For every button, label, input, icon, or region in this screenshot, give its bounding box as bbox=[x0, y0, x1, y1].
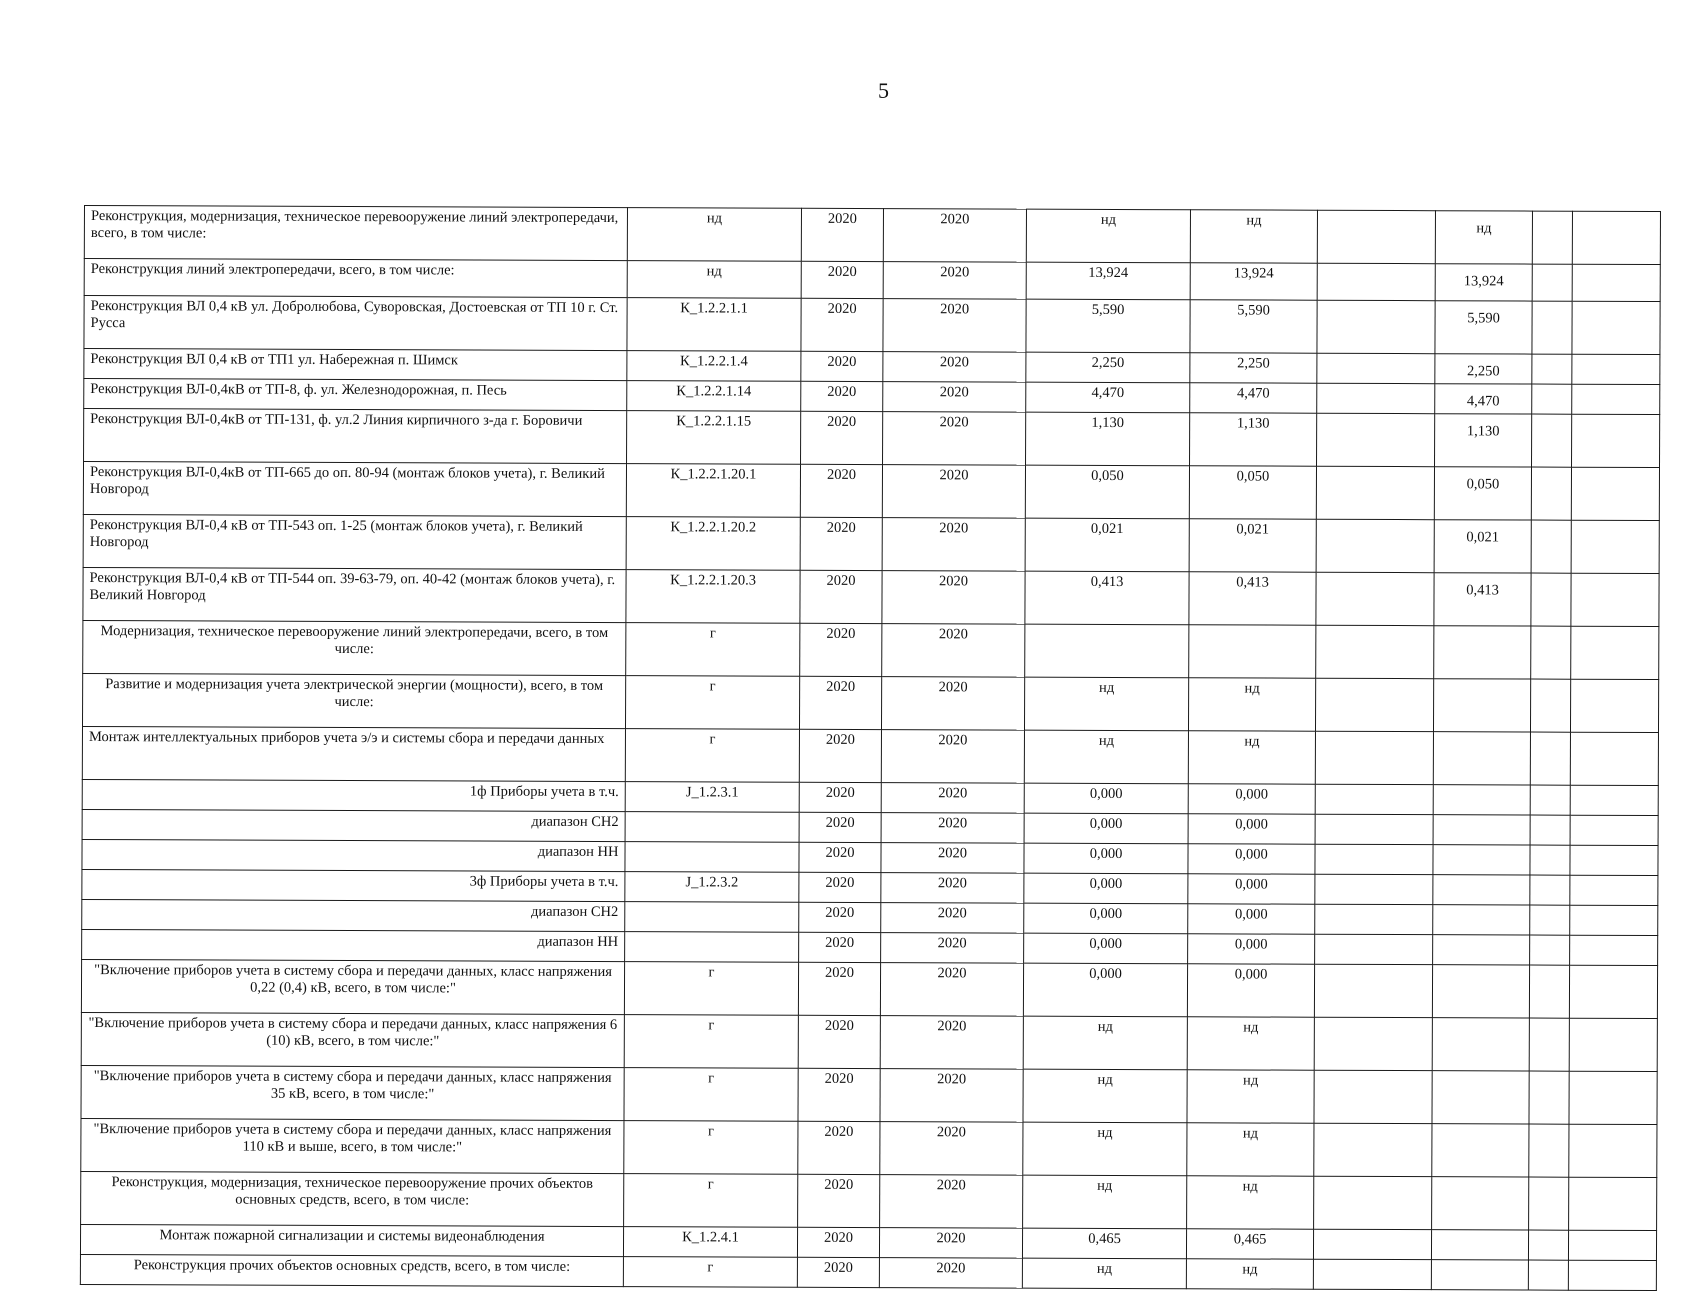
row-empty-cell bbox=[1571, 467, 1659, 520]
row-year-start: 2020 bbox=[801, 351, 883, 381]
table-row bbox=[83, 567, 1659, 626]
row-value-1: 0,000 bbox=[1024, 813, 1188, 844]
row-empty-cell bbox=[1569, 1177, 1657, 1230]
row-value-2: 0,465 bbox=[1186, 1229, 1313, 1259]
row-name: Реконструкция ВЛ 0,4 кВ ул. Добролюбова, Суворовская, Достоевская от ТП 10 г. Ст. Русса bbox=[84, 296, 627, 351]
row-name: 1ф Приборы учета в т.ч. bbox=[82, 779, 625, 811]
row-empty-cell bbox=[1571, 520, 1659, 573]
row-value-2: 0,000 bbox=[1188, 814, 1315, 844]
row-name: Монтаж пожарной сигнализации и системы видеонаблюдения bbox=[80, 1224, 623, 1256]
row-name: Реконструкция, модернизация, техническое перевооружение прочих объектов основных средств, всего, в том числе: bbox=[81, 1171, 624, 1226]
row-value-4: 0,050 bbox=[1434, 467, 1531, 520]
row-name: диапазон НН bbox=[82, 929, 625, 961]
row-year-end: 2020 bbox=[883, 209, 1026, 263]
row-value-1: 1,130 bbox=[1026, 412, 1190, 466]
row-value-2: 13,924 bbox=[1190, 263, 1317, 300]
row-value-4 bbox=[1434, 626, 1531, 679]
row-year-end: 2020 bbox=[880, 1016, 1023, 1070]
table-row bbox=[81, 1118, 1657, 1177]
row-name: Монтаж интеллектуальных приборов учета э/э и системы сбора и передачи данных bbox=[82, 726, 625, 781]
table-row bbox=[81, 1171, 1657, 1230]
row-value-2: нд bbox=[1187, 1123, 1314, 1176]
row-value-3 bbox=[1315, 874, 1433, 904]
row-value-3 bbox=[1316, 466, 1434, 519]
row-name: Реконструкция ВЛ-0,4кВ от ТП-665 до оп. 80-94 (монтаж блоков учета), г. Великий Новгород bbox=[83, 462, 626, 517]
row-code: К_1.2.2.1.14 bbox=[627, 381, 801, 412]
row-year-start: 2020 bbox=[800, 517, 882, 570]
row-empty-cell bbox=[1570, 732, 1658, 785]
row-value-4: 0,021 bbox=[1434, 520, 1531, 573]
row-value-1: 2,250 bbox=[1026, 352, 1190, 383]
row-value-2: 2,250 bbox=[1190, 353, 1317, 383]
row-year-start: 2020 bbox=[800, 570, 882, 623]
row-year-end: 2020 bbox=[883, 299, 1026, 353]
row-value-3 bbox=[1314, 964, 1432, 1017]
row-value-2 bbox=[1189, 625, 1316, 678]
row-value-1: нд bbox=[1023, 1069, 1187, 1123]
row-value-1: 0,465 bbox=[1022, 1228, 1186, 1259]
row-year-start: 2020 bbox=[798, 1068, 880, 1121]
row-value-4 bbox=[1432, 1071, 1529, 1124]
row-name: "Включение приборов учета в систему сбора и передачи данных, класс напряжения 0,22 (0,4) кВ, всего, в том числе:" bbox=[81, 959, 624, 1014]
row-year-start: 2020 bbox=[798, 1174, 880, 1227]
row-year-end: 2020 bbox=[883, 352, 1026, 383]
row-empty-cell bbox=[1530, 732, 1570, 785]
row-year-start: 2020 bbox=[799, 842, 881, 872]
row-empty-cell bbox=[1530, 905, 1570, 935]
row-year-end: 2020 bbox=[881, 933, 1024, 964]
row-name: Реконструкция ВЛ 0,4 кВ от ТП1 ул. Набережная п. Шимск bbox=[84, 349, 627, 381]
row-value-2: 0,000 bbox=[1188, 934, 1315, 964]
row-name: диапазон СН2 bbox=[82, 899, 625, 931]
row-value-2: 1,130 bbox=[1190, 413, 1317, 466]
row-value-3 bbox=[1314, 1070, 1432, 1123]
row-value-1: нд bbox=[1022, 1258, 1186, 1289]
table-row bbox=[82, 673, 1658, 732]
row-value-3 bbox=[1315, 904, 1433, 934]
row-code: г bbox=[624, 1121, 798, 1175]
row-value-4: 1,130 bbox=[1435, 414, 1532, 467]
row-value-4 bbox=[1432, 965, 1529, 1018]
row-value-4: 5,590 bbox=[1435, 301, 1532, 354]
row-empty-cell bbox=[1529, 1018, 1569, 1071]
row-empty-cell bbox=[1530, 875, 1570, 905]
row-empty-cell bbox=[1530, 815, 1570, 845]
row-empty-cell bbox=[1570, 679, 1658, 732]
row-empty-cell bbox=[1570, 905, 1658, 935]
row-value-1: 0,000 bbox=[1024, 873, 1188, 904]
row-empty-cell bbox=[1570, 875, 1658, 905]
row-year-end: 2020 bbox=[881, 813, 1024, 844]
row-value-3 bbox=[1315, 934, 1433, 964]
row-year-end: 2020 bbox=[882, 571, 1025, 625]
row-value-4 bbox=[1433, 732, 1530, 785]
row-empty-cell bbox=[1572, 354, 1660, 384]
row-value-2: нд bbox=[1186, 1259, 1313, 1289]
row-name: Реконструкция ВЛ-0,4кВ от ТП-131, ф. ул.2 Линия кирпичного з-да г. Боровичи bbox=[84, 409, 627, 464]
page-number: 5 bbox=[878, 78, 889, 103]
row-code: г bbox=[624, 1015, 798, 1069]
row-year-end: 2020 bbox=[880, 963, 1023, 1017]
row-code: J_1.2.3.2 bbox=[625, 872, 799, 903]
row-value-4: 0,413 bbox=[1434, 573, 1531, 626]
row-year-start: 2020 bbox=[800, 464, 882, 517]
row-value-2: 0,050 bbox=[1189, 466, 1316, 519]
row-year-end: 2020 bbox=[881, 903, 1024, 934]
row-value-3 bbox=[1315, 678, 1433, 731]
row-empty-cell bbox=[1568, 1260, 1656, 1290]
row-year-start: 2020 bbox=[801, 261, 883, 298]
table-row bbox=[81, 1065, 1657, 1124]
row-empty-cell bbox=[1571, 626, 1659, 679]
row-empty-cell bbox=[1570, 845, 1658, 875]
row-name: диапазон НН bbox=[82, 839, 625, 871]
row-value-4 bbox=[1431, 1260, 1528, 1290]
row-empty-cell bbox=[1531, 520, 1571, 573]
row-code: г bbox=[625, 676, 799, 730]
row-name: 3ф Приборы учета в т.ч. bbox=[82, 869, 625, 901]
row-empty-cell bbox=[1529, 1124, 1569, 1177]
row-year-start: 2020 bbox=[801, 208, 883, 261]
row-code bbox=[625, 902, 799, 933]
row-code: нд bbox=[627, 261, 801, 299]
row-value-2: нд bbox=[1190, 210, 1317, 263]
row-value-3 bbox=[1317, 300, 1435, 353]
row-value-3 bbox=[1315, 844, 1433, 874]
row-year-start: 2020 bbox=[799, 932, 881, 962]
table-row bbox=[83, 620, 1659, 679]
table-row bbox=[83, 462, 1659, 521]
table-row bbox=[81, 1012, 1657, 1071]
row-year-end: 2020 bbox=[880, 1122, 1023, 1176]
row-value-4 bbox=[1433, 679, 1530, 732]
row-code: К_1.2.4.1 bbox=[623, 1227, 797, 1258]
row-code: К_1.2.2.1.20.3 bbox=[626, 570, 800, 624]
row-year-start: 2020 bbox=[797, 1227, 879, 1257]
row-value-3 bbox=[1315, 731, 1433, 784]
row-value-1: 0,021 bbox=[1025, 518, 1189, 572]
row-value-2: 0,413 bbox=[1189, 572, 1316, 625]
row-code: J_1.2.3.1 bbox=[625, 782, 799, 813]
row-value-3 bbox=[1315, 784, 1433, 814]
row-code: г bbox=[625, 729, 799, 783]
row-name: Реконструкция ВЛ-0,4 кВ от ТП-544 оп. 39-63-79, оп. 40-42 (монтаж блоков учета), г. Великий Новгород bbox=[83, 567, 626, 622]
row-value-3 bbox=[1316, 572, 1434, 625]
row-value-4 bbox=[1431, 1230, 1528, 1260]
row-empty-cell bbox=[1569, 1018, 1657, 1071]
row-year-start: 2020 bbox=[797, 1257, 879, 1287]
row-value-3 bbox=[1313, 1229, 1431, 1259]
row-value-2: 0,000 bbox=[1188, 904, 1315, 934]
row-value-1: нд bbox=[1024, 677, 1188, 731]
row-code bbox=[625, 812, 799, 843]
row-empty-cell bbox=[1531, 573, 1571, 626]
row-value-4 bbox=[1433, 845, 1530, 875]
row-value-4: нд bbox=[1435, 211, 1532, 264]
row-year-start: 2020 bbox=[801, 298, 883, 351]
row-year-start: 2020 bbox=[800, 623, 882, 676]
row-name: Реконструкция, модернизация, техническое перевооружение линий электропередачи, всего, в том числе: bbox=[84, 206, 627, 261]
table-row bbox=[84, 259, 1660, 302]
row-value-2: 0,000 bbox=[1187, 964, 1314, 1017]
row-value-2: 5,590 bbox=[1190, 300, 1317, 353]
row-value-4 bbox=[1433, 815, 1530, 845]
row-year-end: 2020 bbox=[882, 465, 1025, 519]
row-name: "Включение приборов учета в систему сбора и передачи данных, класс напряжения 35 кВ, всего, в том числе:" bbox=[81, 1065, 624, 1120]
row-name: Реконструкция ВЛ-0,4 кВ от ТП-543 оп. 1-25 (монтаж блоков учета), г. Великий Новгород bbox=[83, 514, 626, 569]
row-value-3 bbox=[1317, 263, 1435, 300]
row-year-end: 2020 bbox=[881, 730, 1024, 784]
row-value-1: нд bbox=[1023, 1016, 1187, 1070]
row-value-1: нд bbox=[1024, 730, 1188, 784]
row-year-end: 2020 bbox=[882, 624, 1025, 678]
row-value-4: 13,924 bbox=[1435, 264, 1532, 301]
row-value-2: нд bbox=[1187, 1176, 1314, 1229]
row-empty-cell bbox=[1531, 467, 1571, 520]
row-empty-cell bbox=[1532, 301, 1572, 354]
row-value-3 bbox=[1314, 1176, 1432, 1229]
row-value-1: нд bbox=[1023, 1175, 1187, 1229]
row-value-2: 0,000 bbox=[1188, 784, 1315, 814]
row-value-2: 4,470 bbox=[1190, 383, 1317, 413]
table-row bbox=[81, 959, 1657, 1018]
row-empty-cell bbox=[1572, 301, 1660, 354]
row-value-1: 0,413 bbox=[1025, 571, 1189, 625]
row-value-2: нд bbox=[1187, 1017, 1314, 1070]
row-empty-cell bbox=[1569, 1124, 1657, 1177]
row-empty-cell bbox=[1569, 1071, 1657, 1124]
table-row bbox=[84, 409, 1660, 468]
row-value-4 bbox=[1432, 1177, 1529, 1230]
row-empty-cell bbox=[1529, 965, 1569, 1018]
row-empty-cell bbox=[1571, 573, 1659, 626]
row-year-start: 2020 bbox=[799, 676, 881, 729]
row-code bbox=[625, 842, 799, 873]
row-name: Реконструкция линий электропередачи, всего, в том числе: bbox=[84, 259, 627, 298]
row-code: К_1.2.2.1.4 bbox=[627, 351, 801, 382]
row-year-start: 2020 bbox=[801, 381, 883, 411]
row-empty-cell bbox=[1532, 211, 1572, 264]
row-year-start: 2020 bbox=[798, 962, 880, 1015]
row-value-2: 0,000 bbox=[1188, 874, 1315, 904]
row-value-1: 13,924 bbox=[1026, 262, 1190, 300]
row-empty-cell bbox=[1529, 1177, 1569, 1230]
row-empty-cell bbox=[1531, 626, 1571, 679]
table-row bbox=[84, 206, 1660, 265]
row-code: К_1.2.2.1.1 bbox=[627, 298, 801, 352]
row-year-end: 2020 bbox=[880, 1175, 1023, 1229]
row-value-4 bbox=[1433, 785, 1530, 815]
row-empty-cell bbox=[1528, 1260, 1568, 1290]
row-value-3 bbox=[1313, 1259, 1431, 1289]
row-value-4 bbox=[1433, 905, 1530, 935]
row-year-start: 2020 bbox=[801, 411, 883, 464]
row-value-3 bbox=[1316, 625, 1434, 678]
row-empty-cell bbox=[1528, 1230, 1568, 1260]
row-year-end: 2020 bbox=[883, 382, 1026, 413]
row-value-4 bbox=[1433, 875, 1530, 905]
row-year-end: 2020 bbox=[881, 783, 1024, 814]
row-empty-cell bbox=[1570, 935, 1658, 965]
row-value-1: нд bbox=[1023, 1122, 1187, 1176]
row-name: Модернизация, техническое перевооружение линий электропередачи, всего, в том числе: bbox=[83, 620, 626, 675]
row-value-3 bbox=[1317, 413, 1435, 466]
row-value-2: нд bbox=[1188, 731, 1315, 784]
row-empty-cell bbox=[1572, 211, 1660, 264]
row-value-1: 0,000 bbox=[1024, 843, 1188, 874]
row-value-1: 0,000 bbox=[1023, 963, 1187, 1017]
row-value-3 bbox=[1315, 814, 1433, 844]
row-year-start: 2020 bbox=[799, 872, 881, 902]
row-empty-cell bbox=[1570, 785, 1658, 815]
row-value-2: нд bbox=[1187, 1070, 1314, 1123]
row-empty-cell bbox=[1572, 414, 1660, 467]
row-code: г bbox=[626, 623, 800, 677]
row-empty-cell bbox=[1568, 1230, 1656, 1260]
row-value-1: нд bbox=[1026, 209, 1190, 263]
row-value-3 bbox=[1317, 353, 1435, 383]
row-empty-cell bbox=[1530, 679, 1570, 732]
row-value-3 bbox=[1317, 383, 1435, 413]
row-year-start: 2020 bbox=[799, 782, 881, 812]
row-value-4 bbox=[1432, 1018, 1529, 1071]
row-value-1: 0,000 bbox=[1024, 783, 1188, 814]
row-name: Реконструкция ВЛ-0,4кВ от ТП-8, ф. ул. Железнодорожная, п. Песь bbox=[84, 379, 627, 411]
row-year-end: 2020 bbox=[881, 677, 1024, 731]
row-empty-cell bbox=[1530, 935, 1570, 965]
row-code: г bbox=[624, 1174, 798, 1228]
row-year-end: 2020 bbox=[883, 262, 1026, 300]
row-year-start: 2020 bbox=[798, 1015, 880, 1068]
row-code: К_1.2.2.1.20.2 bbox=[626, 517, 800, 571]
row-empty-cell bbox=[1532, 414, 1572, 467]
row-value-1 bbox=[1025, 624, 1189, 678]
row-year-start: 2020 bbox=[799, 902, 881, 932]
row-year-end: 2020 bbox=[881, 843, 1024, 874]
row-value-4 bbox=[1432, 1124, 1529, 1177]
row-value-4 bbox=[1433, 935, 1530, 965]
row-year-end: 2020 bbox=[880, 1069, 1023, 1123]
row-empty-cell bbox=[1570, 815, 1658, 845]
row-year-end: 2020 bbox=[882, 518, 1025, 572]
row-empty-cell bbox=[1530, 845, 1570, 875]
table-row bbox=[84, 296, 1660, 355]
row-year-end: 2020 bbox=[883, 412, 1026, 466]
row-year-start: 2020 bbox=[798, 1121, 880, 1174]
row-empty-cell bbox=[1532, 354, 1572, 384]
table-row bbox=[82, 726, 1658, 785]
table-row bbox=[83, 514, 1659, 573]
row-value-1: 5,590 bbox=[1026, 299, 1190, 353]
row-code: К_1.2.2.1.15 bbox=[627, 411, 801, 465]
row-year-end: 2020 bbox=[881, 873, 1024, 904]
row-code: г bbox=[624, 1068, 798, 1122]
row-value-1: 0,000 bbox=[1024, 933, 1188, 964]
row-value-2: 0,000 bbox=[1188, 844, 1315, 874]
row-empty-cell bbox=[1529, 1071, 1569, 1124]
row-code bbox=[625, 932, 799, 963]
row-name: "Включение приборов учета в систему сбора и передачи данных, класс напряжения 110 кВ и выше, всего, в том числе:" bbox=[81, 1118, 624, 1173]
row-value-1: 4,470 bbox=[1026, 382, 1190, 413]
investment-table bbox=[80, 205, 1661, 1291]
row-value-4: 2,250 bbox=[1435, 354, 1532, 384]
row-empty-cell bbox=[1569, 965, 1657, 1018]
row-value-1: 0,050 bbox=[1025, 465, 1189, 519]
row-year-start: 2020 bbox=[799, 812, 881, 842]
row-value-3 bbox=[1314, 1017, 1432, 1070]
row-year-end: 2020 bbox=[879, 1258, 1022, 1289]
row-empty-cell bbox=[1572, 384, 1660, 414]
row-name: Развитие и модернизация учета электрической энергии (мощности), всего, в том числе: bbox=[82, 673, 625, 728]
row-name: "Включение приборов учета в систему сбора и передачи данных, класс напряжения 6 (10) кВ, всего, в том числе:" bbox=[81, 1012, 624, 1067]
row-value-2: 0,021 bbox=[1189, 519, 1316, 572]
row-year-start: 2020 bbox=[799, 729, 881, 782]
row-code: К_1.2.2.1.20.1 bbox=[626, 464, 800, 518]
row-name: Реконструкция прочих объектов основных средств, всего, в том числе: bbox=[80, 1254, 623, 1286]
row-empty-cell bbox=[1532, 264, 1572, 301]
row-value-2: нд bbox=[1188, 678, 1315, 731]
row-name: диапазон СН2 bbox=[82, 809, 625, 841]
row-empty-cell bbox=[1530, 785, 1570, 815]
row-code: г bbox=[624, 962, 798, 1016]
row-year-end: 2020 bbox=[879, 1228, 1022, 1259]
row-code: нд bbox=[627, 208, 801, 262]
row-value-3 bbox=[1314, 1123, 1432, 1176]
row-value-4: 4,470 bbox=[1435, 384, 1532, 414]
row-empty-cell bbox=[1532, 384, 1572, 414]
row-empty-cell bbox=[1572, 264, 1660, 301]
row-value-1: 0,000 bbox=[1024, 903, 1188, 934]
row-code: г bbox=[623, 1257, 797, 1288]
row-value-3 bbox=[1316, 519, 1434, 572]
row-value-3 bbox=[1317, 210, 1435, 263]
table-row bbox=[80, 1254, 1656, 1290]
